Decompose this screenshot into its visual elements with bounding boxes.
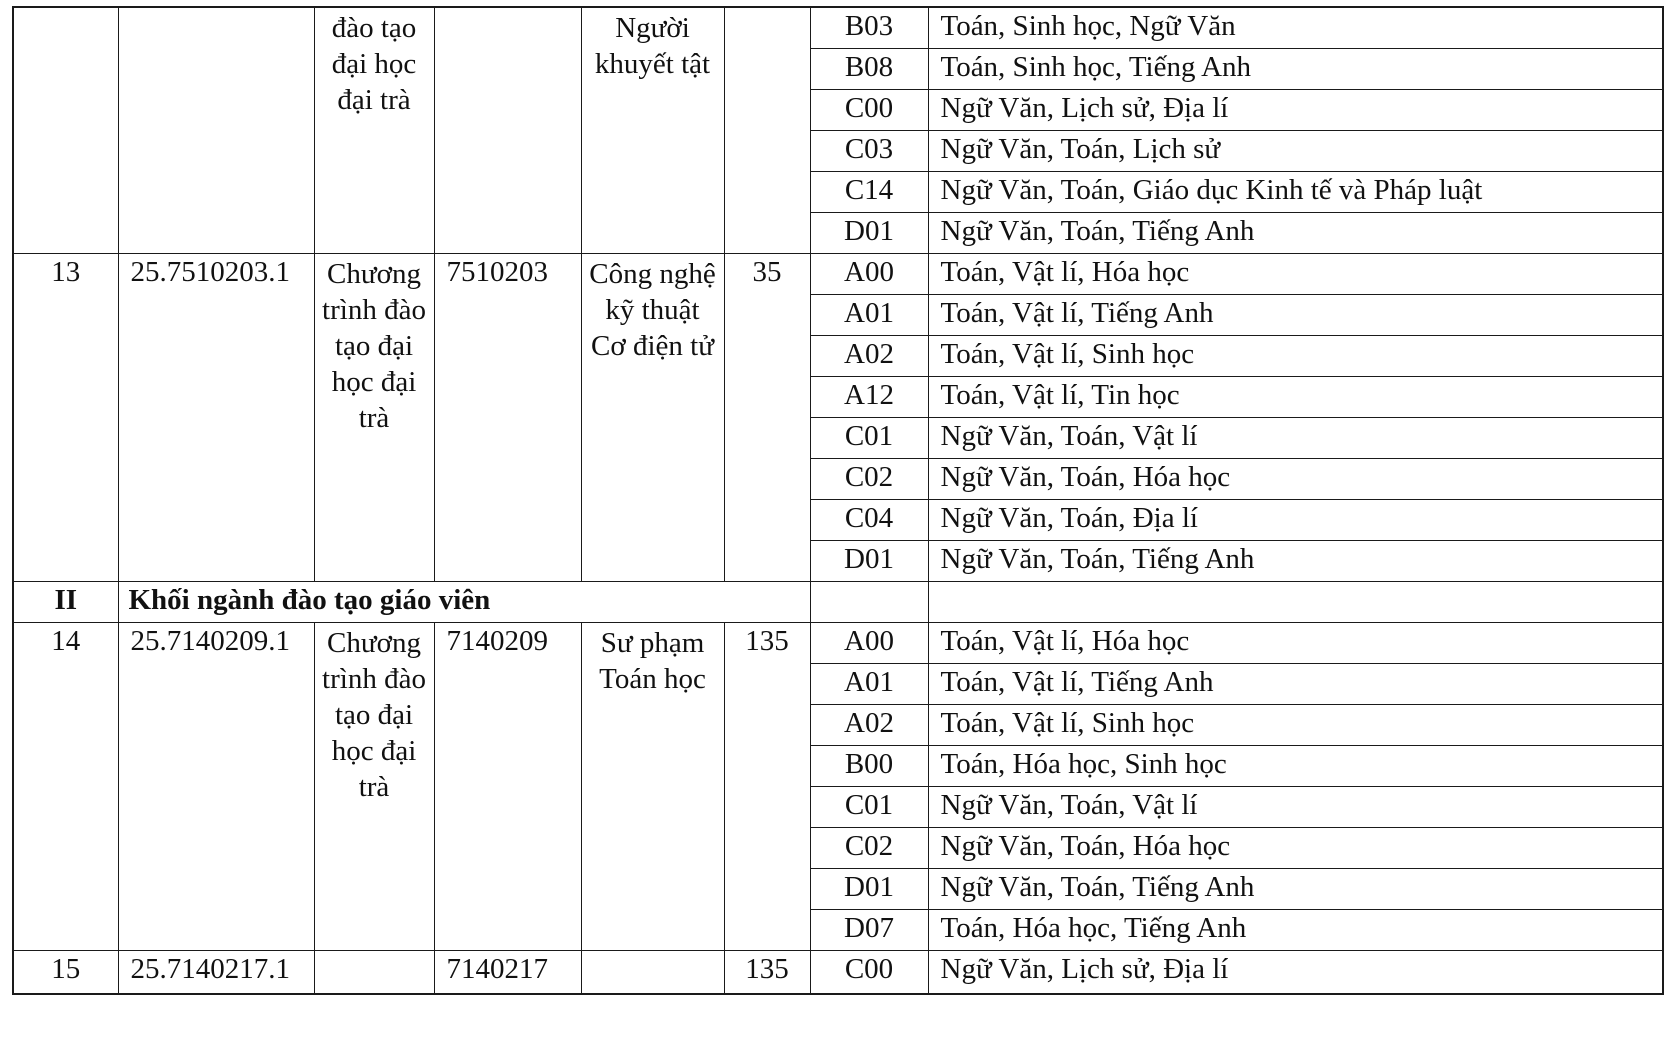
combination-subjects: Toán, Hóa học, Sinh học: [928, 746, 1663, 787]
combination-subjects: Toán, Vật lí, Tiếng Anh: [928, 664, 1663, 705]
combination-code: C03: [810, 131, 928, 172]
combination-subjects: Ngữ Văn, Toán, Địa lí: [928, 500, 1663, 541]
combination-subjects: Ngữ Văn, Toán, Tiếng Anh: [928, 213, 1663, 254]
combination-code: A02: [810, 705, 928, 746]
major-name: Công nghệ kỹ thuật Cơ điện tử: [581, 254, 724, 582]
quota: [724, 7, 810, 254]
combination-code: C02: [810, 459, 928, 500]
empty-cell: [810, 582, 928, 623]
combination-subjects: Ngữ Văn, Toán, Giáo dục Kinh tế và Pháp luật: [928, 172, 1663, 213]
combination-code: C04: [810, 500, 928, 541]
combination-subjects: Toán, Vật lí, Tiếng Anh: [928, 295, 1663, 336]
combination-subjects: Ngữ Văn, Toán, Vật lí: [928, 787, 1663, 828]
quota: 135: [724, 623, 810, 951]
program-type: Chương trình đào tạo đại học đại trà: [314, 254, 434, 582]
combination-subjects: Toán, Sinh học, Ngữ Văn: [928, 7, 1663, 49]
quota: 135: [724, 951, 810, 995]
section-row: [13, 582, 1663, 623]
row-number: 15: [13, 951, 118, 995]
section-title: Khối ngành đào tạo giáo viên: [118, 582, 810, 623]
combination-code: A00: [810, 254, 928, 295]
combination-code: A00: [810, 623, 928, 664]
combination-subjects: Toán, Vật lí, Hóa học: [928, 623, 1663, 664]
empty-cell: [928, 582, 1663, 623]
quota: 35: [724, 254, 810, 582]
combination-subjects: Ngữ Văn, Toán, Tiếng Anh: [928, 541, 1663, 582]
program-type: [314, 951, 434, 995]
combination-subjects: Ngữ Văn, Toán, Hóa học: [928, 459, 1663, 500]
admission-code: 25.7140209.1: [118, 623, 314, 951]
major-name: Sư phạm Toán học: [581, 623, 724, 951]
combination-code: B00: [810, 746, 928, 787]
table-row: [13, 7, 1663, 49]
combination-subjects: Ngữ Văn, Toán, Lịch sử: [928, 131, 1663, 172]
major-code: 7510203: [434, 254, 581, 582]
combination-code: C01: [810, 418, 928, 459]
combination-code: D01: [810, 541, 928, 582]
major-code: 7140209: [434, 623, 581, 951]
row-number: 13: [13, 254, 118, 582]
major-code: [434, 7, 581, 254]
program-type: Chương trình đào tạo đại học đại trà: [314, 623, 434, 951]
admission-table: [12, 6, 1664, 995]
major-code: 7140217: [434, 951, 581, 995]
admission-code: [118, 7, 314, 254]
combination-code: D07: [810, 910, 928, 951]
table-row: [13, 951, 1663, 995]
table-row: [13, 623, 1663, 664]
combination-code: A01: [810, 664, 928, 705]
combination-code: D01: [810, 213, 928, 254]
combination-subjects: Toán, Hóa học, Tiếng Anh: [928, 910, 1663, 951]
combination-subjects: Toán, Sinh học, Tiếng Anh: [928, 49, 1663, 90]
combination-code: A12: [810, 377, 928, 418]
combination-subjects: Ngữ Văn, Lịch sử, Địa lí: [928, 90, 1663, 131]
admission-code: 25.7140217.1: [118, 951, 314, 995]
major-name: [581, 951, 724, 995]
combination-code: D01: [810, 869, 928, 910]
combination-subjects: Toán, Vật lí, Hóa học: [928, 254, 1663, 295]
combination-subjects: Toán, Vật lí, Sinh học: [928, 336, 1663, 377]
admission-code: 25.7510203.1: [118, 254, 314, 582]
combination-subjects: Ngữ Văn, Toán, Vật lí: [928, 418, 1663, 459]
combination-code: C00: [810, 951, 928, 995]
row-number: [13, 7, 118, 254]
combination-code: B03: [810, 7, 928, 49]
table-row: [13, 254, 1663, 295]
combination-code: B08: [810, 49, 928, 90]
program-type: đào tạo đại học đại trà: [314, 7, 434, 254]
row-number: 14: [13, 623, 118, 951]
combination-subjects: Ngữ Văn, Toán, Hóa học: [928, 828, 1663, 869]
combination-subjects: Ngữ Văn, Toán, Tiếng Anh: [928, 869, 1663, 910]
combination-code: A01: [810, 295, 928, 336]
combination-code: C00: [810, 90, 928, 131]
combination-code: A02: [810, 336, 928, 377]
combination-code: C02: [810, 828, 928, 869]
combination-subjects: Toán, Vật lí, Tin học: [928, 377, 1663, 418]
combination-code: C01: [810, 787, 928, 828]
combination-subjects: Toán, Vật lí, Sinh học: [928, 705, 1663, 746]
combination-code: C14: [810, 172, 928, 213]
section-number: II: [13, 582, 118, 623]
major-name: Người khuyết tật: [581, 7, 724, 254]
combination-subjects: Ngữ Văn, Lịch sử, Địa lí: [928, 951, 1663, 995]
